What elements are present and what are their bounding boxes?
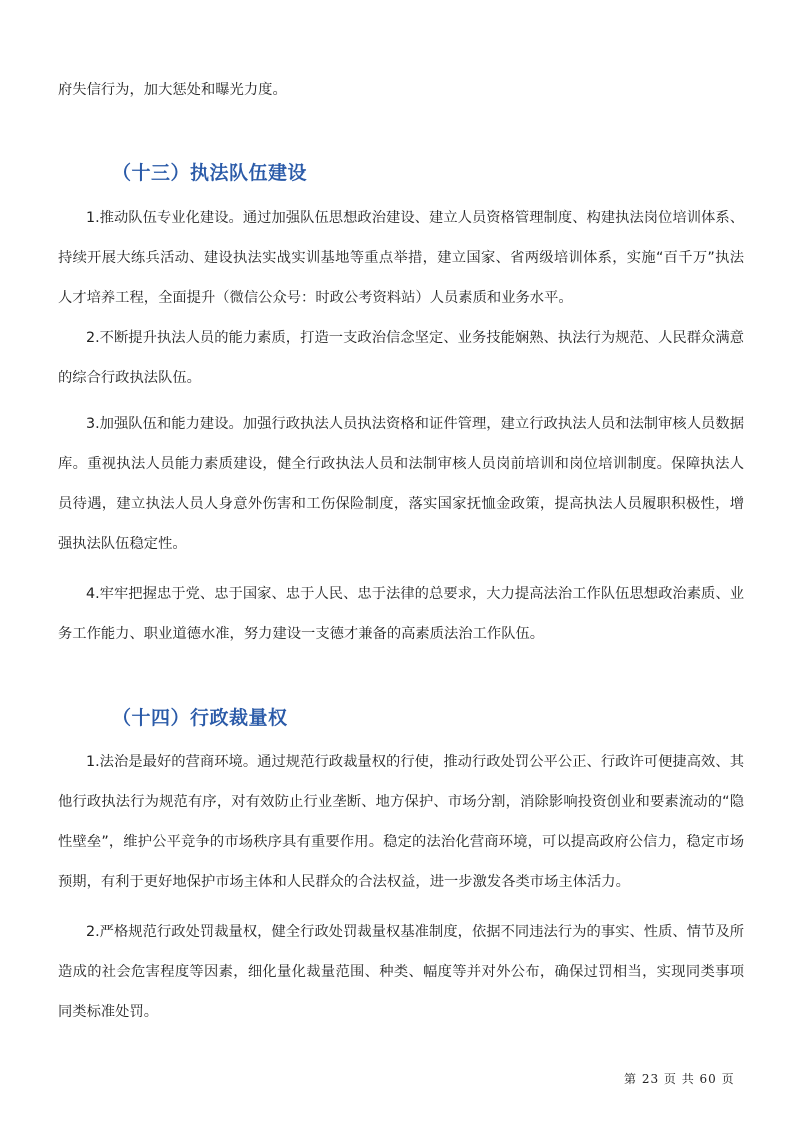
section-14-paragraph-1: 1.法治是最好的营商环境。通过规范行政裁量权的行使，推动行政处罚公平公正、行政许可便捷高效、其他行政执法行为规范有序，对有效防止行业垄断、地方保护、市场分割，消除影响投资创业和要素流动的“隐性壁垒”，维护公平竞争的市场秩序具有重要作用。稳定的法治化营商环境，可以提高政府公信力，稳定市场预期，有利于更好地保护市场主体和人民群众的合法权益，进一步激发各类市场主体活力。	[58, 754, 744, 890]
section-13-paragraph-2: 2.不断提升执法人员的能力素质，打造一支政治信念坚定、业务技能娴熟、执法行为规范、人民群众满意的综合行政执法队伍。	[58, 330, 744, 386]
intro-tail-paragraph: 府失信行为，加大惩处和曝光力度。	[58, 82, 287, 98]
page-number-footer: 第 23 页 共 60 页	[624, 1072, 735, 1086]
section-13-paragraph-4: 4.牢牢把握忠于党、忠于国家、忠于人民、忠于法律的总要求，大力提高法治工作队伍思想政治素质、业务工作能力、职业道德水准，努力建设一支德才兼备的高素质法治工作队伍。	[58, 586, 744, 642]
section-13-paragraph-1: 1.推动队伍专业化建设。通过加强队伍思想政治建设、建立人员资格管理制度、构建执法岗位培训体系、持续开展大练兵活动、建设执法实战实训基地等重点举措，建立国家、省两级培训体系，实施“百千万”执法人才培养工程，全面提升（微信公众号：时政公考资料站）人员素质和业务水平。	[58, 210, 744, 306]
section-14-heading: （十四）行政裁量权	[112, 707, 288, 729]
section-13-paragraph-3: 3.加强队伍和能力建设。加强行政执法人员执法资格和证件管理，建立行政执法人员和法制审核人员数据库。重视执法人员能力素质建设，健全行政执法人员和法制审核人员岗前培训和岗位培训制度。保障执法人员待遇，建立执法人员人身意外伤害和工伤保险制度，落实国家抚恤金政策，提高执法人员履职积极性，增强执法队伍稳定性。	[58, 416, 744, 552]
section-13-heading: （十三）执法队伍建设	[112, 162, 308, 184]
section-14-paragraph-2: 2.严格规范行政处罚裁量权，健全行政处罚裁量权基准制度，依据不同违法行为的事实、性质、情节及所造成的社会危害程度等因素，细化量化裁量范围、种类、幅度等并对外公布，确保过罚相当，实现同类事项同类标准处罚。	[58, 924, 744, 1020]
